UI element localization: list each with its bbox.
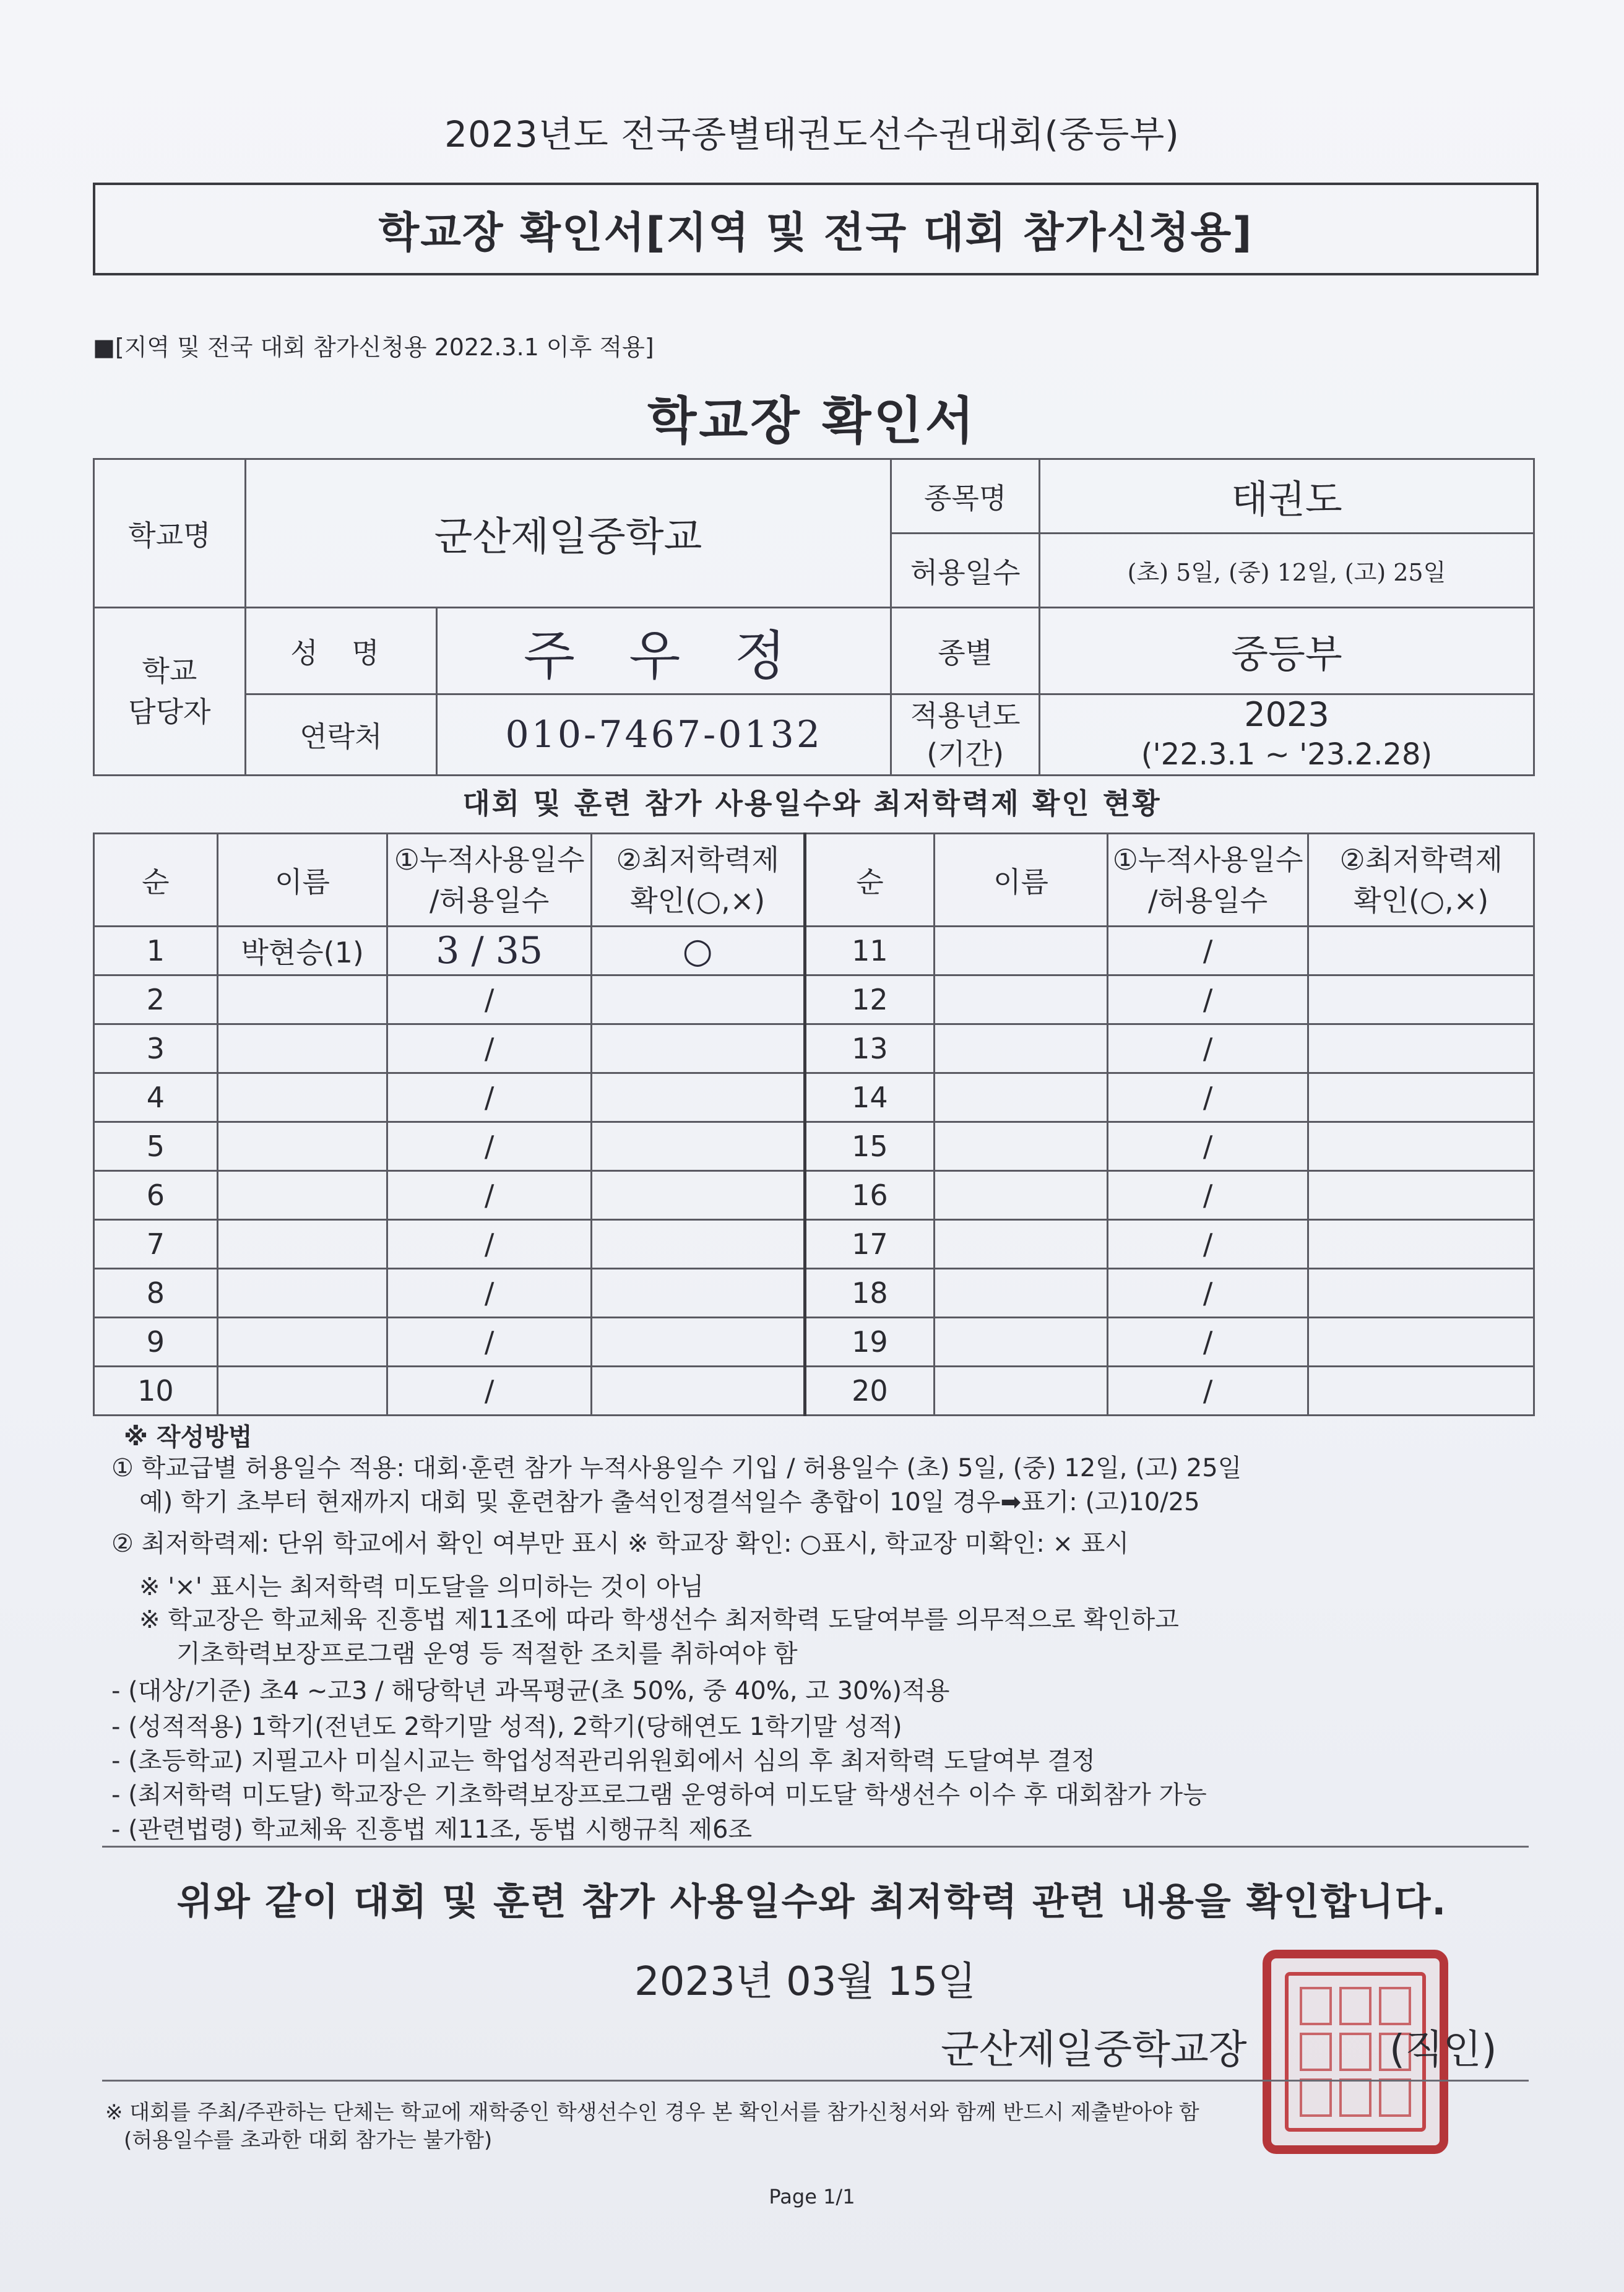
apply-year-label: 적용년도 (기간) [891, 694, 1040, 776]
table-row: 4 / 14 / [94, 1073, 1534, 1122]
instruction-line: ① 학교급별 허용일수 적용: 대회·훈련 참가 누적사용일수 기입 / 허용일수 (초) 5일, (중) 12일, (고) 25일 [111, 1454, 1242, 1482]
confirmation-statement: 위와 같이 대회 및 훈련 참가 사용일수와 최저학력 관련 내용을 확인합니다. [176, 1880, 1448, 1924]
table-row: 8 / 18 / [94, 1269, 1534, 1318]
instruction-line: 기초학력보장프로그램 운영 등 적절한 조치를 취하여야 함 [176, 1640, 798, 1668]
instruction-line: - (관련법령) 학교체육 진흥법 제11조, 동법 시행규칙 제6조 [111, 1815, 753, 1844]
school-label: 학교명 [94, 459, 246, 608]
col-name-right: 이름 [935, 834, 1108, 927]
issue-date: 2023년 03월 15일 [634, 1959, 976, 2005]
footnote-line: (허용일수를 초과한 대회 참가는 불가함) [124, 2128, 493, 2153]
table-row: 3 / 13 / [94, 1024, 1534, 1073]
document-title: 학교장 확인서[지역 및 전국 대회 참가신청용] [378, 208, 1253, 257]
col-check-right: ②최저학력제 확인(○,×) [1308, 834, 1534, 927]
instruction-line: ※ 학교장은 학교체육 진흥법 제11조에 따라 학생선수 최저학력 도달여부를 의무적으로 확인하고 [139, 1606, 1179, 1634]
col-days-right: ①누적사용일수 /허용일수 [1107, 834, 1308, 927]
instruction-line: ② 최저학력제: 단위 학교에서 확인 여부만 표시 ※ 학교장 확인: ○표시, 학교장 미확인: × 표시 [111, 1529, 1129, 1558]
footnote-line: ※ 대회를 주최/주관하는 단체는 학교에 재학중인 학생선수인 경우 본 확인서를 참가신청서와 함께 반드시 제출받아야 함 [105, 2100, 1199, 2125]
col-no-left: 순 [94, 834, 218, 927]
instructions-heading: ※ 작성방법 [124, 1423, 253, 1451]
instruction-line: 예) 학기 초부터 현재까지 대회 및 훈련참가 출석인정결석일수 총합이 10일 경우➡표기: (고)10/25 [139, 1488, 1200, 1516]
col-no-right: 순 [805, 834, 935, 927]
phone-label: 연락처 [245, 694, 437, 776]
instruction-line: - (최저학력 미도달) 학교장은 기초학력보장프로그램 운영하여 미도달 학생선수 이수 후 대회참가 가능 [111, 1781, 1207, 1809]
col-days-left: ①누적사용일수 /허용일수 [387, 834, 592, 927]
instruction-line: - (성적적용) 1학기(전년도 2학기말 성적), 2학기(당해연도 1학기말 성적) [111, 1713, 902, 1741]
contact-person-label: 학교 담당자 [94, 608, 246, 776]
col-check-left: ②최저학력제 확인(○,×) [591, 834, 805, 927]
instruction-line: ※ '×' 표시는 최저학력 미도달을 의미하는 것이 아님 [139, 1573, 704, 1601]
allowed-days-label: 허용일수 [891, 534, 1040, 608]
division-label: 종별 [891, 608, 1040, 694]
page-number: Page 1/1 [769, 2185, 855, 2208]
table-row: 1 박현승(1) 3 / 35 ○ 11 / [94, 927, 1534, 975]
apply-period-value: ('22.3.1 ~ '23.2.28) [1141, 737, 1433, 772]
table-row: 9 / 19 / [94, 1318, 1534, 1367]
document-title-box [93, 183, 1539, 275]
applicability-note: ■[지역 및 전국 대회 참가신청용 2022.3.1 이후 적용] [93, 334, 654, 361]
sport-value: 태권도 [1039, 459, 1534, 534]
col-name-left: 이름 [217, 834, 387, 927]
event-title: 2023년도 전국종별태권도선수권대회(중등부) [444, 113, 1180, 155]
phone-value: 010-7467-0132 [437, 694, 891, 776]
name-value: 주 우 정 [437, 608, 891, 694]
table-row: 10 / 20 / [94, 1367, 1534, 1416]
table-row: 2 / 12 / [94, 975, 1534, 1024]
form-title: 학교장 확인서 [647, 392, 977, 451]
table-row: 6 / 16 / [94, 1171, 1534, 1220]
name-label: 성 명 [245, 608, 437, 694]
table-row: 5 / 15 / [94, 1122, 1534, 1171]
division-value: 중등부 [1039, 608, 1534, 694]
apply-year-value: 2023 [1244, 695, 1329, 734]
sport-label: 종목명 [891, 459, 1040, 534]
instruction-line: - (초등학교) 지필고사 미실시교는 학업성적관리위원회에서 심의 후 최저학력 도달여부 결정 [111, 1747, 1095, 1775]
table-row: 7 / 17 / [94, 1220, 1534, 1269]
instruction-line: - (대상/기준) 초4 ~고3 / 해당학년 과목평균(초 50%, 중 40%, 고 30%)적용 [111, 1677, 950, 1705]
info-table [93, 458, 1535, 776]
usage-table [93, 832, 1535, 1416]
divider [102, 1846, 1529, 1848]
usage-table-title: 대회 및 훈련 참가 사용일수와 최저학력제 확인 현황 [462, 787, 1162, 820]
divider [102, 2080, 1529, 2082]
school-value: 군산제일중학교 [245, 459, 891, 608]
seal-mark: (직인) [1389, 2027, 1497, 2073]
apply-year-cell [1039, 694, 1534, 776]
allowed-days-value: (초) 5일, (중) 12일, (고) 25일 [1039, 534, 1534, 608]
principal-name: 군산제일중학교장 [941, 2027, 1247, 2073]
